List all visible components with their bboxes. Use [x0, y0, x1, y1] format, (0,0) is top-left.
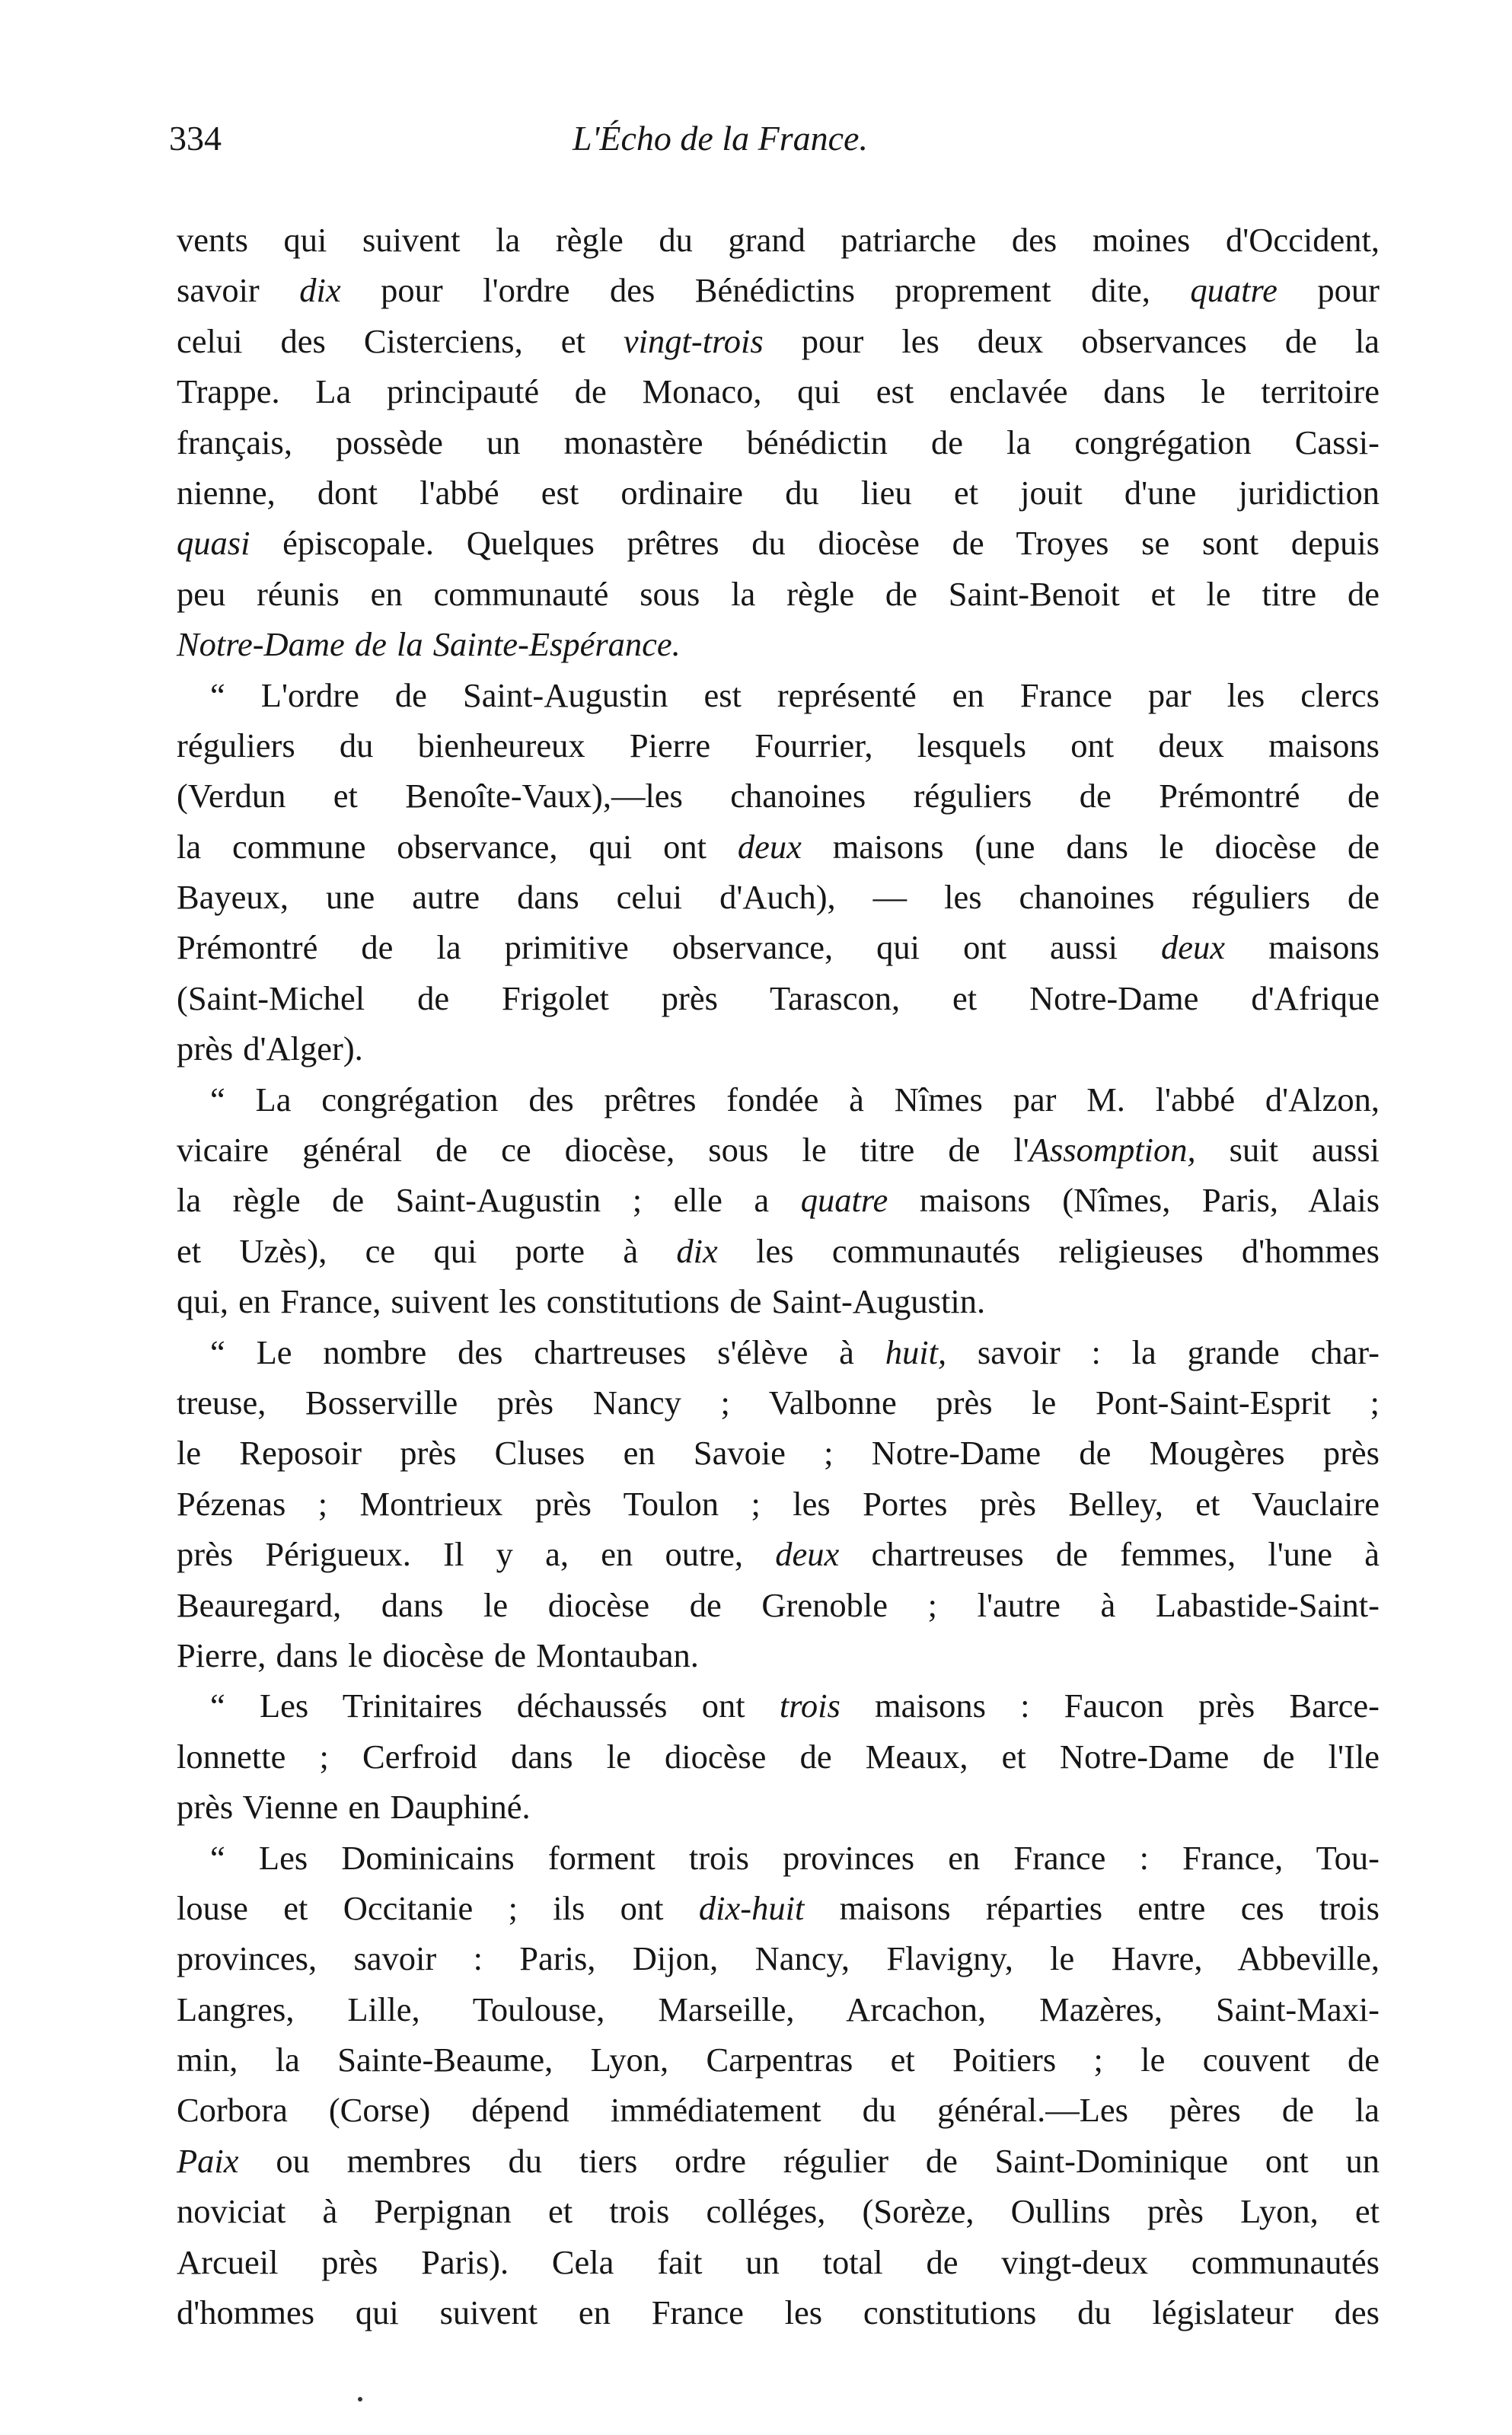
italic-text: quatre	[1190, 271, 1278, 310]
text-span: pour les deux observances de la	[763, 321, 1380, 360]
text-line	[177, 518, 1380, 568]
text-line	[177, 1883, 1380, 1933]
text-span: (Saint-Michel de Frigolet près Tarascon, et Notre-Dame d'Afrique	[177, 978, 1380, 1017]
text-line	[177, 2287, 1380, 2338]
italic-text: quatre	[800, 1181, 888, 1220]
text-span: celui des Cisterciens, et	[177, 321, 624, 360]
text-span: réguliers du bienheureux Pierre Fourrier, lesquels ont deux maisons	[177, 726, 1380, 764]
text-span: maisons	[1225, 928, 1380, 967]
text-line	[177, 1327, 1380, 1377]
text-span: le Reposoir près Cluses en Savoie ; Notre-Dame de Mougères près	[177, 1434, 1380, 1473]
text-line	[177, 1377, 1380, 1428]
text-span: près d'Alger).	[177, 1029, 363, 1068]
text-line	[177, 2237, 1380, 2287]
text-span: peu réunis en communauté sous la règle de Saint-Benoit et le titre de	[177, 574, 1380, 613]
text-span: (Verdun et Benoîte-Vaux),—les chanoines réguliers de Prémontré de	[177, 777, 1380, 815]
text-span: “ Les Dominicains forment trois provinces en France : France, Tou-	[210, 1838, 1380, 1877]
text-line	[177, 1984, 1380, 2034]
text-span: Corbora (Corse) dépend immédiatement du général.—Les pères de la	[177, 2091, 1380, 2130]
text-span: Arcueil près Paris). Cela fait un total de vingt-deux communautés	[177, 2242, 1380, 2281]
text-span: “ L'ordre de Saint-Augustin est représenté en France par les clercs	[210, 675, 1380, 714]
text-span: Pierre, dans le diocèse de Montauban.	[177, 1636, 699, 1674]
text-line	[177, 1023, 1380, 1074]
running-title: L'Écho de la France.	[573, 119, 868, 158]
text-span: d'hommes qui suivent en France les constitutions du législateur des	[177, 2293, 1380, 2332]
text-line	[177, 822, 1380, 872]
text-span: Trappe. La principauté de Monaco, qui est enclavée dans le territoire	[177, 372, 1380, 411]
text-line	[177, 1731, 1380, 1782]
italic-text: deux	[775, 1535, 840, 1574]
italic-text: deux	[737, 827, 802, 866]
text-span: lonnette ; Cerfroid dans le diocèse de Meaux, et Notre-Dame de l'Ile	[177, 1737, 1380, 1776]
text-span: Prémontré de la primitive observance, qui ont aussi	[177, 928, 1162, 967]
text-line	[177, 1782, 1380, 1832]
page-number: 334	[169, 119, 222, 158]
text-span: et Uzès), ce qui porte à	[177, 1231, 677, 1270]
text-span: Bayeux, une autre dans celui d'Auch), — les chanoines réguliers de	[177, 878, 1380, 917]
page-header	[169, 116, 1387, 169]
text-span: la commune observance, qui ont	[177, 827, 738, 866]
text-span: vents qui suivent la règle du grand patriarche des moines d'Occident,	[177, 221, 1380, 259]
text-line	[177, 1125, 1380, 1175]
text-line	[177, 1580, 1380, 1630]
text-line	[177, 619, 1380, 669]
text-line	[177, 2186, 1380, 2236]
text-span: maisons (une dans le diocèse de	[801, 827, 1380, 866]
text-line	[177, 1074, 1380, 1125]
text-span: maisons (Nîmes, Paris, Alais	[888, 1181, 1380, 1220]
italic-text: quasi	[177, 524, 250, 563]
text-span: français, possède un monastère bénédictin de la congrégation Cassi-	[177, 423, 1380, 461]
italic-text: deux	[1161, 928, 1226, 967]
italic-text: dix	[299, 271, 341, 310]
text-span: près Vienne en Dauphiné.	[177, 1788, 531, 1827]
italic-text: Assomption,	[1029, 1131, 1196, 1170]
text-span: épiscopale. Quelques prêtres du diocèse de Troyes se sont depuis	[250, 524, 1380, 563]
text-span: Beauregard, dans le diocèse de Grenoble ; l'autre à Labastide-Saint-	[177, 1585, 1380, 1624]
text-line	[177, 1428, 1380, 1478]
text-line	[177, 2136, 1380, 2186]
text-span: Pézenas ; Montrieux près Toulon ; les Portes près Belley, et Vauclaire	[177, 1484, 1380, 1523]
text-span: vicaire général de ce diocèse, sous le titre de l'	[177, 1131, 1029, 1170]
text-line	[177, 1529, 1380, 1579]
text-line	[177, 771, 1380, 821]
text-span: savoir : la grande char-	[946, 1332, 1380, 1371]
italic-text: dix	[676, 1231, 718, 1270]
text-span: suit aussi	[1195, 1131, 1380, 1170]
text-span: noviciat à Perpignan et trois colléges, (Sorèze, Oullins près Lyon, et	[177, 2192, 1380, 2231]
text-line	[177, 1680, 1380, 1731]
text-span: les communautés religieuses d'hommes	[717, 1231, 1380, 1270]
printer-mark	[358, 2397, 362, 2401]
text-span: provinces, savoir : Paris, Dijon, Nancy, Flavigny, le Havre, Abbeville,	[177, 1939, 1380, 1978]
text-line	[177, 265, 1380, 315]
text-span: louse et Occitanie ; ils ont	[177, 1888, 699, 1927]
text-span: “ La congrégation des prêtres fondée à Nîmes par M. l'abbé d'Alzon,	[210, 1080, 1380, 1119]
text-span: ou membres du tiers ordre régulier de Saint-Dominique ont un	[238, 2141, 1380, 2180]
text-span: Langres, Lille, Toulouse, Marseille, Arcachon, Mazères, Saint-Maxi-	[177, 1990, 1380, 2028]
text-line	[177, 670, 1380, 720]
text-line	[177, 1833, 1380, 1883]
text-line	[177, 922, 1380, 972]
text-line	[177, 569, 1380, 619]
text-span: savoir	[177, 271, 300, 310]
text-line	[177, 720, 1380, 771]
text-line	[177, 2034, 1380, 2085]
text-line	[177, 1630, 1380, 1680]
text-line	[177, 366, 1380, 416]
text-span: maisons réparties entre ces trois	[804, 1888, 1380, 1927]
italic-text: dix-huit	[698, 1888, 805, 1927]
text-span: “ Le nombre des chartreuses s'élève à	[210, 1332, 885, 1371]
text-line	[177, 215, 1380, 265]
text-line	[177, 417, 1380, 468]
text-span: pour	[1277, 271, 1380, 310]
italic-text: trois	[779, 1687, 841, 1725]
italic-text: Paix	[177, 2141, 239, 2180]
text-span: la règle de Saint-Augustin ; elle a	[177, 1181, 801, 1220]
text-span: qui, en France, suivent les constitutions de Saint-Augustin.	[177, 1282, 986, 1321]
text-span: nienne, dont l'abbé est ordinaire du lieu et jouit d'une juridiction	[177, 473, 1380, 512]
text-span: treuse, Bosserville près Nancy ; Valbonne près le Pont-Saint-Esprit ;	[177, 1383, 1380, 1422]
italic-text: Notre-Dame de la Sainte-Espérance.	[177, 625, 681, 664]
text-span: pour l'ordre des Bénédictins proprement dite,	[340, 271, 1191, 310]
text-span: maisons : Faucon près Barce-	[840, 1687, 1380, 1725]
text-line	[177, 1933, 1380, 1983]
text-line	[177, 2085, 1380, 2135]
text-span: “ Les Trinitaires déchaussés ont	[210, 1687, 780, 1725]
text-line	[177, 1479, 1380, 1529]
text-line	[177, 1226, 1380, 1276]
italic-text: vingt-trois	[623, 321, 764, 360]
text-line	[177, 468, 1380, 518]
text-span: chartreuses de femmes, l'une à	[839, 1535, 1380, 1574]
italic-text: huit,	[885, 1332, 947, 1371]
text-line	[177, 872, 1380, 922]
text-line	[177, 973, 1380, 1023]
body-text	[177, 215, 1380, 2338]
text-line	[177, 1276, 1380, 1326]
text-line	[177, 316, 1380, 366]
text-span: près Périgueux. Il y a, en outre,	[177, 1535, 776, 1574]
text-line	[177, 1175, 1380, 1225]
text-span: min, la Sainte-Beaume, Lyon, Carpentras et Poitiers ; le couvent de	[177, 2041, 1380, 2079]
